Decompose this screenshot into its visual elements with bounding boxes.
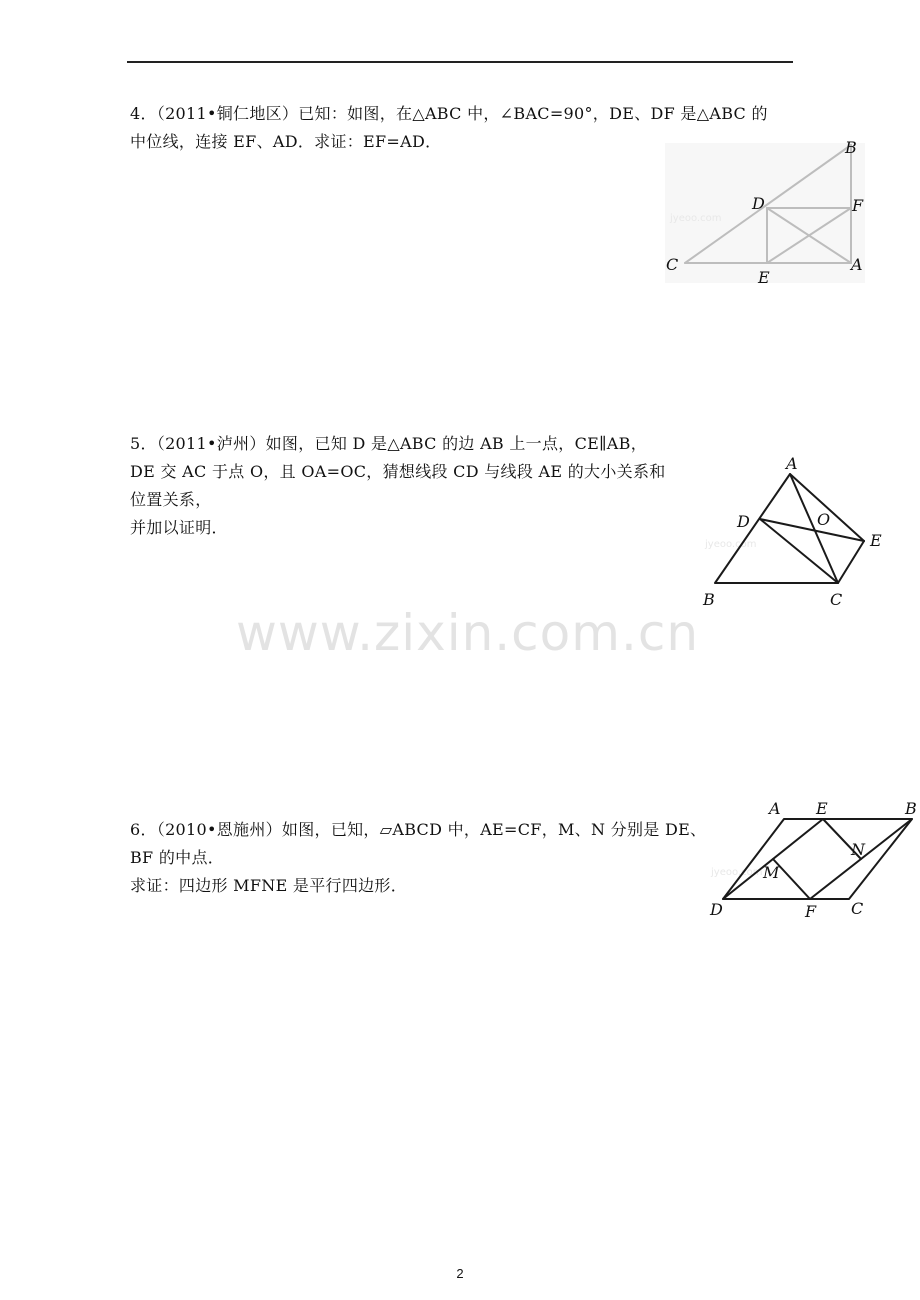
figure-watermark: jyeoo.com xyxy=(705,539,757,550)
problem-6-line-1: 6．（2010•恩施州）如图，已知，▱ABCD 中，AE=CF，M、N 分别是 DE、 xyxy=(130,820,707,839)
header-rule xyxy=(127,61,793,63)
site-watermark: www.zixin.com.cn xyxy=(236,604,700,662)
problem-4-line-2: 中位线，连接 EF、AD．求证：EF=AD． xyxy=(130,132,442,151)
label-d: D xyxy=(737,512,750,531)
problem-5-line-3: 位置关系， xyxy=(130,490,212,509)
problem-5-line-2: DE 交 AC 于点 O，且 OA=OC，猜想线段 CD 与线段 AE 的大小关系和 xyxy=(130,462,666,481)
label-a: A xyxy=(851,255,863,274)
label-b: B xyxy=(845,138,857,157)
label-o: O xyxy=(817,510,831,529)
label-c: C xyxy=(851,899,864,918)
problem-6-text xyxy=(130,816,720,900)
problem-6-line-3: 求证：四边形 MFNE 是平行四边形． xyxy=(130,876,408,895)
label-e: E xyxy=(816,799,828,818)
label-c: C xyxy=(830,590,843,609)
label-a: A xyxy=(769,799,781,818)
segment-ae xyxy=(790,474,864,541)
problem-4-line-1: 4．（2011•铜仁地区）已知：如图，在△ABC 中，∠BAC=90°，DE、DF 是△ABC 的 xyxy=(130,104,768,123)
label-d: D xyxy=(710,900,723,919)
label-b: B xyxy=(703,590,715,609)
problem-6-line-2: BF 的中点． xyxy=(130,848,225,867)
label-d: D xyxy=(752,194,765,213)
label-e: E xyxy=(758,268,770,287)
label-b: B xyxy=(905,799,917,818)
problem-5-line-1: 5．（2011•泸州）如图，已知 D 是△ABC 的边 AB 上一点，CE∥AB， xyxy=(130,434,647,453)
problem-5-text xyxy=(130,430,710,542)
page-number: 2 xyxy=(456,1266,464,1281)
segment-ec xyxy=(838,541,864,583)
label-a: A xyxy=(786,454,798,473)
figure-watermark: jyeoo.com xyxy=(670,213,722,224)
problem-4-figure xyxy=(665,135,865,285)
label-e: E xyxy=(870,531,882,550)
label-n: N xyxy=(851,840,865,859)
label-m: M xyxy=(763,863,780,882)
label-c: C xyxy=(666,255,679,274)
label-f: F xyxy=(852,196,864,215)
label-f: F xyxy=(805,902,817,921)
problem-6-figure xyxy=(705,795,915,955)
problem-5-line-4: 并加以证明． xyxy=(130,518,228,537)
parallelogram-abcd xyxy=(723,819,912,899)
problem-5-figure xyxy=(700,455,900,615)
figure-watermark: jyeoo.com xyxy=(711,867,763,878)
